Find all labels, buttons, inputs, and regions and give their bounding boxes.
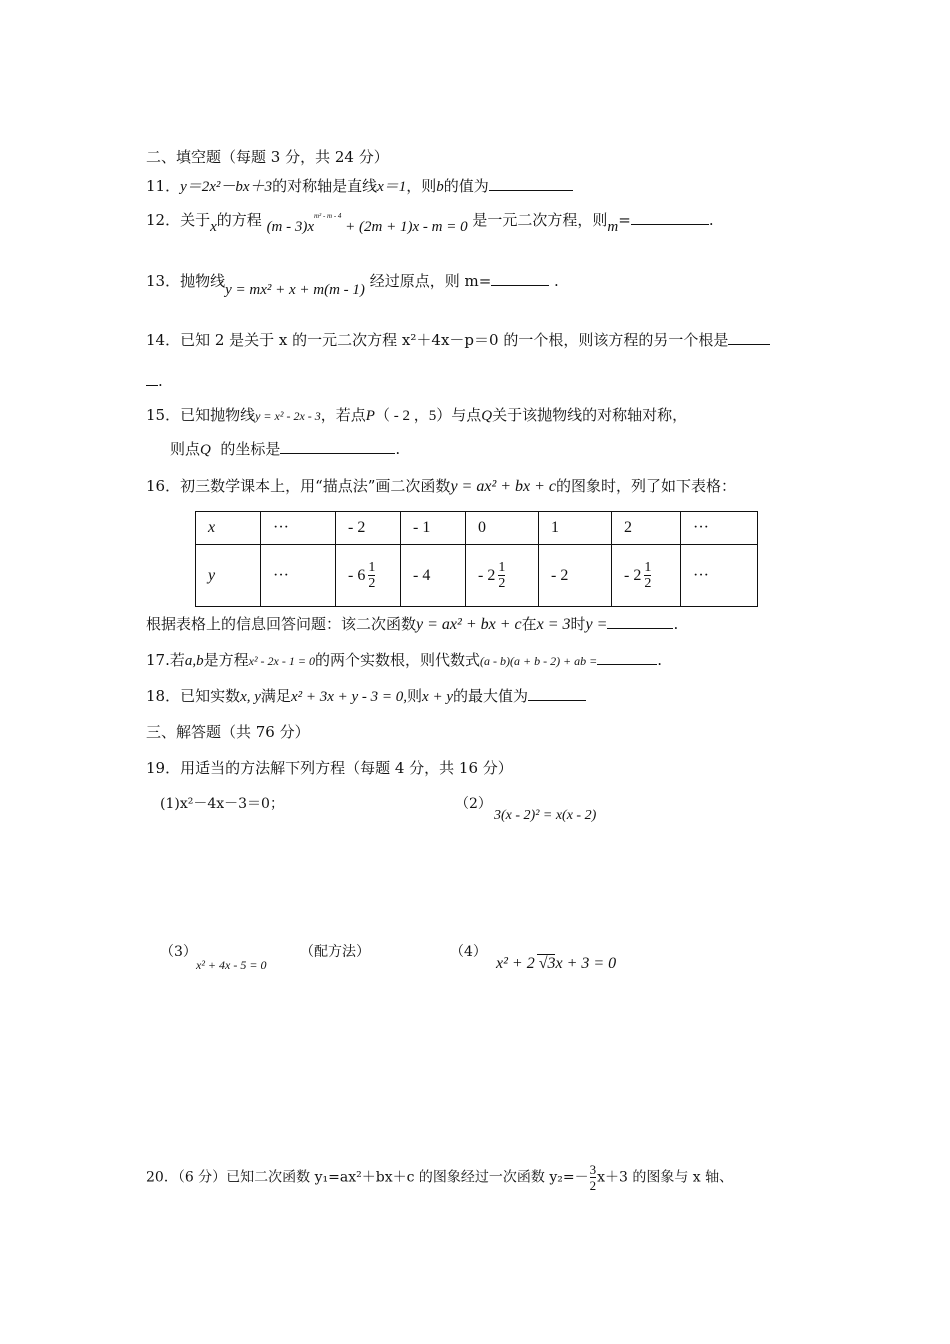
table-row-y: [196, 545, 758, 607]
question-15: 15．已知抛物线y = x² - 2x - 3，若点P（ - 2 ，5）与点Q关于该抛物线的对称轴对称，: [146, 406, 688, 424]
table-cell: ···: [261, 545, 336, 607]
table-cell: 2: [612, 512, 681, 545]
question-19-part-3-note: （配方法）: [300, 944, 370, 960]
question-18: 18．已知实数x, y满足x² + 3x + y - 3 = 0,则x + y的最大值为: [146, 686, 586, 707]
question-19-part-3-equation: x² + 4x - 5 = 0: [196, 958, 267, 972]
answer-blank-15[interactable]: [280, 439, 395, 454]
question-19-part-1: (1)x²－4x－3＝0；: [160, 796, 284, 812]
question-12: 12．关于x的方程 $(m - 3)x^{m^2 - m - 4} + (2m + 1)x - m = 0$ 是一元二次方程，则m= .: [146, 211, 714, 235]
table-cell: y: [196, 545, 261, 607]
answer-blank-14b[interactable]: [146, 371, 158, 386]
answer-blank-11[interactable]: [489, 176, 573, 191]
question-11: 11．y＝2x²－bx＋3的对称轴是直线x＝1，则b的值为: [146, 176, 573, 197]
table-row-x: [196, 512, 758, 545]
question-16: 16．初三数学课本上，用“描点法”画二次函数y = ax² + bx + c的图象时，列了如下表格：: [146, 477, 737, 495]
answer-blank-18[interactable]: [528, 686, 586, 701]
answer-blank-16[interactable]: [607, 614, 673, 629]
value-table: [195, 511, 758, 607]
question-20: 20．（6 分）已知二次函数 y₁=ax²＋bx＋c 的图象经过一次函数 y₂=－ $\frac{3}{2}$ x＋3 的图象与 x 轴、: [146, 1162, 734, 1193]
table-cell: ···: [681, 545, 758, 607]
section-2-heading: 二、填空题（每题 3 分，共 24 分）: [146, 148, 389, 166]
question-19-part-4-label: （4）: [450, 944, 487, 960]
table-cell: 1: [539, 512, 612, 545]
table-cell: x: [196, 512, 261, 545]
question-16-followup: 根据表格上的信息回答问题：该二次函数y = ax² + bx + c在x = 3时y = .: [146, 615, 679, 633]
question-19-part-2-equation: 3(x - 2)² = x(x - 2): [494, 808, 597, 823]
question-14: 14．已知 2 是关于 x 的一元二次方程 x²＋4x－p＝0 的一个根，则该方程的另一个根是: [146, 330, 770, 350]
section-3-heading: 三、解答题（共 76 分）: [146, 723, 310, 741]
table-cell: - 1: [401, 512, 466, 545]
table-cell: - 2: [539, 545, 612, 607]
table-cell: ···: [261, 512, 336, 545]
answer-blank-13[interactable]: [491, 271, 549, 286]
answer-blank-12[interactable]: [631, 210, 709, 225]
table-cell: - 6 $\frac{1}{2}$: [336, 545, 401, 607]
question-19-title: 19．用适当的方法解下列方程（每题 4 分，共 16 分）: [146, 759, 513, 777]
answer-blank-14a[interactable]: [728, 330, 770, 345]
question-15-line-2: 则点Q 的坐标是 .: [170, 440, 401, 458]
question-19-part-2-label: （2）: [455, 796, 492, 812]
question-17: 17.若a,b是方程x² - 2x - 1 = 0的两个实数根，则代数式(a - b)(a + b - 2) + ab = .: [146, 651, 663, 669]
table-cell: - 4: [401, 545, 466, 607]
table-cell: - 2 $\frac{1}{2}$: [466, 545, 539, 607]
table-cell: ···: [681, 512, 758, 545]
answer-blank-17[interactable]: [597, 650, 657, 665]
question-19-part-3-label: （3）: [160, 944, 197, 960]
table-cell: 0: [466, 512, 539, 545]
table-cell: - 2 $\frac{1}{2}$: [612, 545, 681, 607]
question-13: 13．抛物线y = mx² + x + m(m - 1) 经过原点，则 m= .: [146, 272, 559, 298]
question-14-continued: .: [146, 371, 163, 391]
table-cell: - 2: [336, 512, 401, 545]
question-19-part-4-equation: x² + 2 √3x + 3 = 0: [496, 955, 617, 972]
